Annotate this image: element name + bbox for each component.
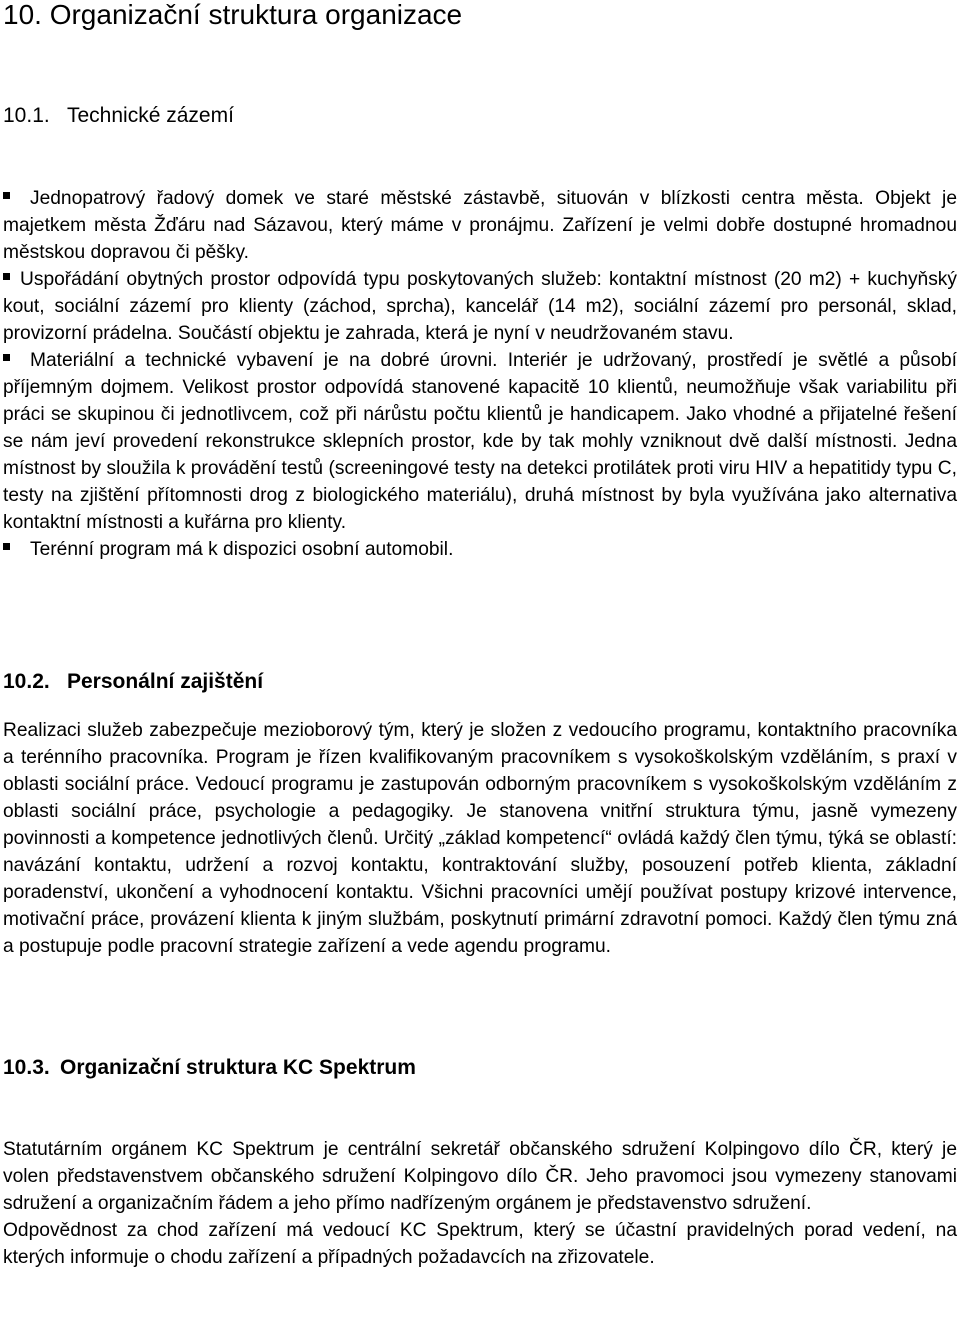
section-title: Organizační struktura KC Spektrum — [60, 1056, 416, 1079]
square-bullet-icon — [3, 192, 10, 199]
square-bullet-icon — [3, 543, 10, 550]
section-title: Technické zázemí — [67, 104, 234, 127]
structure-text — [3, 1136, 957, 1271]
section-heading-structure — [3, 1056, 416, 1080]
section-number: 10.1. — [3, 104, 50, 127]
section-heading-technical — [3, 104, 234, 128]
personnel-text — [3, 717, 957, 960]
paragraph: Odpovědnost za chod zařízení má vedoucí KC Spektrum, který se účastní pravidelných porad vedení, na kterých informuje o chodu zařízení a případných požadavcích na zřizovatele. — [3, 1220, 957, 1268]
bullet-item: Jednopatrový řadový domek ve staré městské zástavbě, situován v blízkosti centra města. Objekt je majetkem města Žďáru nad Sázavou, který máme v pronájmu. Zařízení je velmi dobře dostupné hromadnou městskou dopravou či pěšky. — [3, 188, 957, 263]
technical-bullets — [3, 185, 957, 563]
square-bullet-icon — [3, 273, 10, 280]
section-number: 10.2. — [3, 670, 50, 693]
bullet-item: Terénní program má k dispozici osobní automobil. — [3, 536, 957, 563]
main-heading: 10. Organizační struktura organizace — [3, 0, 463, 30]
paragraph: Statutárním orgánem KC Spektrum je centrální sekretář občanského sdružení Kolpingovo dílo ČR, který je volen představenstvem občanského sdružení Kolpingovo dílo ČR. Jeho pravomoci jsou vymezeny stanovami sdružení a organizačním řádem a jeho přímo nadřízeným orgánem je představenstvo sdružení. — [3, 1139, 957, 1214]
section-number: 10.3. — [3, 1056, 50, 1079]
section-title: Personální zajištění — [67, 670, 264, 693]
bullet-item: Uspořádání obytných prostor odpovídá typu poskytovaných služeb: kontaktní místnost (20 m2) + kuchyňský kout, sociální zázemí pro klienty (záchod, sprcha), kancelář (14 m2), sociální zázemí pro personál, sklad, provizorní prádelna. Součástí objektu je zahrada, která je nyní v neudržovaném stavu. — [3, 269, 957, 344]
square-bullet-icon — [3, 354, 10, 361]
section-heading-personnel — [3, 670, 263, 694]
bullet-item: Materiální a technické vybavení je na dobré úrovni. Interiér je udržovaný, prostředí je světlé a působí příjemným dojmem. Velikost prostor odpovídá stanovené kapacitě 10 klientů, neumožňuje však variabilitu při práci se skupinou či jednotlivcem, což při nárůstu počtu klientů je handicapem. Jako vhodné a přijatelné řešení se nám jeví provedení rekonstrukce sklepních prostor, kde by tak mohly vzniknout dvě další místnosti. Jedna místnost by sloužila k provádění testů (screeningové testy na detekci protilátek proti viru HIV a hepatitidy typu C, testy na zjištění přítomnosti drog z biologického materiálu), druhá místnost by byla využívána jako alternativa kontaktní místnosti a kuřárna pro klienty. — [3, 350, 957, 533]
paragraph: Realizaci služeb zabezpečuje mezioborový tým, který je složen z vedoucího programu, kontaktního pracovníka a terénního pracovníka. Program je řízen kvalifikovaným pracovníkem s vysokoškolským vzděláním, s praxí v oblasti sociální práce. Vedoucí programu je zastupován odborným pracovníkem s vysokoškolským vzděláním z oblasti sociální práce, psychologie a pedagogiky. Je stanovena vnitřní struktura týmu, jasně vymezeny povinnosti a kompetence jednotlivých členů. Určitý „základ kompetencí“ ovládá každý člen týmu, týká se oblastí: navázání kontaktu, udržení a rozvoj kontaktu, kontraktování služby, posouzení potřeb klienta, základní poradenství, ukončení a vyhodnocení kontaktu. Všichni pracovníci umějí používat postupy krizové intervence, motivační práce, provázení klienta k jiným službám, poskytnutí primární zdravotní pomoci. Každý člen týmu zná a postupuje podle pracovní strategie zařízení a vede agendu programu. — [3, 720, 957, 957]
